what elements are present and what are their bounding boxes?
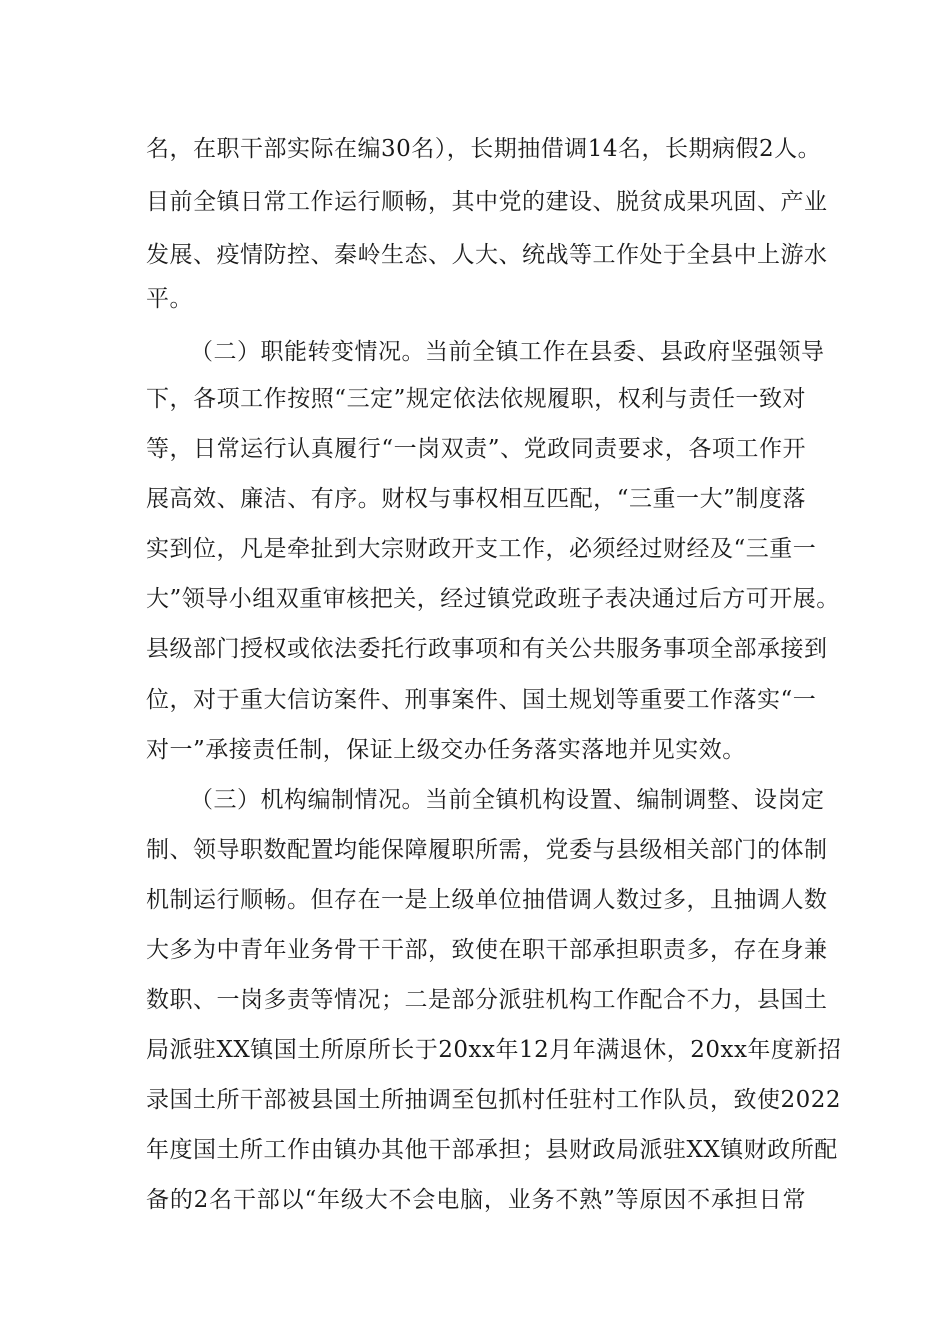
text-line: 年度国土所工作由镇办其他干部承担；县财政局派驻XX镇财政所配 — [146, 1137, 838, 1163]
text-line: 实到位，凡是牵扯到大宗财政开支工作，必须经过财经及“三重一 — [146, 536, 817, 562]
text-line: 下，各项工作按照“三定”规定依法依规履职，权利与责任一致对 — [146, 386, 806, 412]
text-line: 备的2名干部以“年级大不会电脑，业务不熟”等原因不承担日常 — [146, 1187, 806, 1213]
text-line: 名，在职干部实际在编30名），长期抽借调14名，长期病假2人。 — [146, 136, 822, 162]
text-line: 大多为中青年业务骨干干部，致使在职干部承担职责多，存在身兼 — [146, 937, 828, 963]
text-line: 制、领导职数配置均能保障履职所需，党委与县级相关部门的体制 — [146, 837, 828, 863]
text-line: 目前全镇日常工作运行顺畅，其中党的建设、脱贫成果巩固、产业 — [146, 189, 828, 215]
text-line: 县级部门授权或依法委托行政事项和有关公共服务事项全部承接到 — [146, 636, 828, 662]
text-line: 大”领导小组双重审核把关，经过镇党政班子表决通过后方可开展。 — [146, 586, 840, 612]
text-line: 等，日常运行认真履行“一岗双责”、党政同责要求，各项工作开 — [146, 436, 806, 462]
text-line: 录国土所干部被县国土所抽调至包抓村任驻村工作队员，致使2022 — [146, 1087, 842, 1113]
section-heading-line: （三）机构编制情况。当前全镇机构设置、编制调整、设岗定 — [190, 787, 825, 813]
text-line: 对一”承接责任制，保证上级交办任务落实落地并见实效。 — [146, 737, 746, 763]
section-heading-line: （二）职能转变情况。当前全镇工作在县委、县政府坚强领导 — [190, 339, 825, 365]
text-line: 位，对于重大信访案件、刑事案件、国土规划等重要工作落实“一 — [146, 687, 817, 713]
text-line: 局派驻XX镇国土所原所长于20xx年12月年满退休，20xx年度新招 — [146, 1037, 842, 1063]
text-line: 机制运行顺畅。但存在一是上级单位抽借调人数过多，且抽调人数 — [146, 887, 828, 913]
text-line: 发展、疫情防控、秦岭生态、人大、统战等工作处于全县中上游水 — [146, 242, 828, 268]
text-line: 数职、一岗多责等情况；二是部分派驻机构工作配合不力，县国土 — [146, 987, 828, 1013]
text-line: 展高效、廉洁、有序。财权与事权相互匹配，“三重一大”制度落 — [146, 486, 806, 512]
text-line: 平。 — [146, 286, 193, 312]
